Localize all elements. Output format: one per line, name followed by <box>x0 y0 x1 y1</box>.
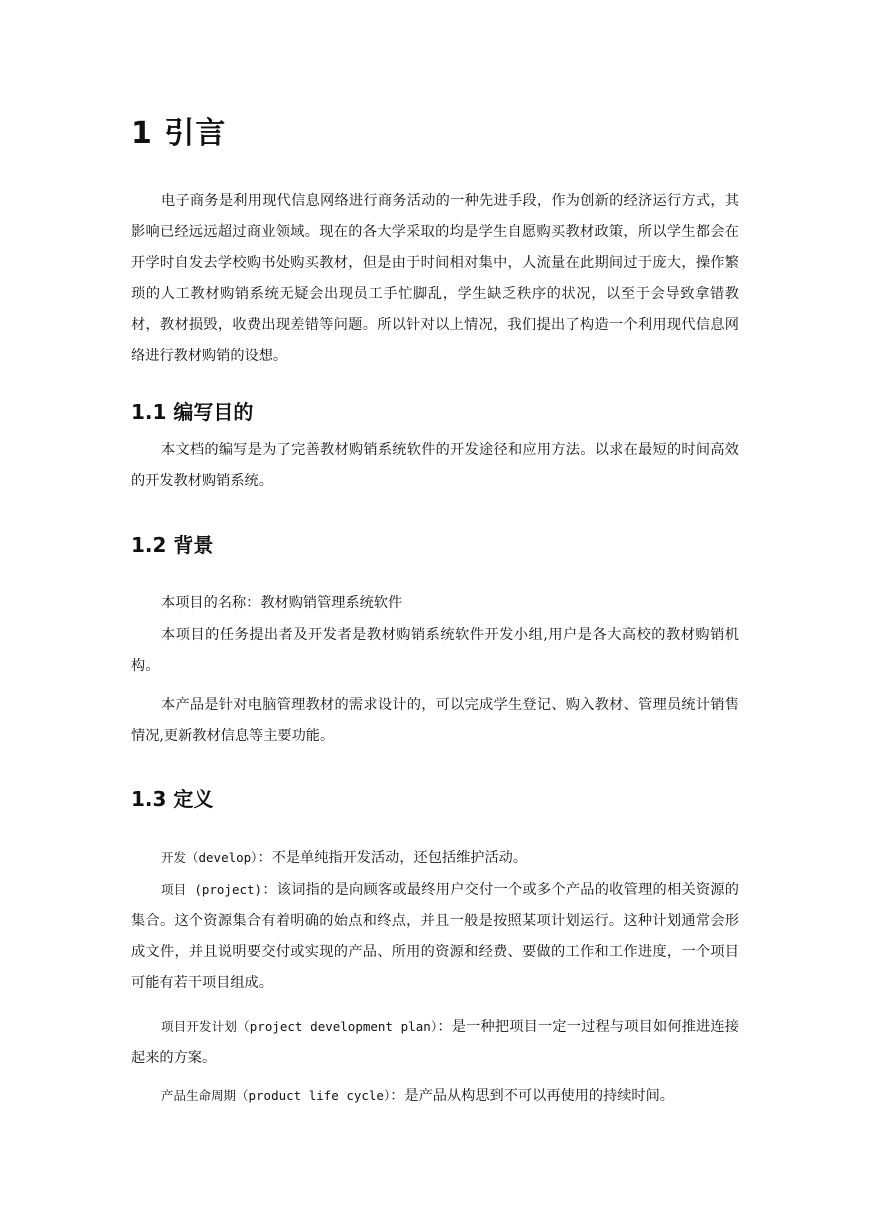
purpose-paragraph: 本文档的编写是为了完善教材购销系统软件的开发途径和应用方法。以求在最短的时间高效的开发教材购销系统。 <box>131 442 739 489</box>
definition-item-project <box>131 874 739 999</box>
section-heading-purpose: 1.1 编写目的 <box>131 400 254 424</box>
background-paragraph-name: 本项目的名称：教材购销管理系统软件 <box>161 595 403 611</box>
definition-item-develop <box>131 842 739 874</box>
background-paragraph-product: 本产品是针对电脑管理教材的需求设计的，可以完成学生登记、购入教材、管理员统计销售情况,更新教材信息等主要功能。 <box>131 697 739 744</box>
definition-text: ：该词指的是向顾客或最终用户交付一个或多个产品的收管理的相关资源的集合。这个资源集合有着明确的始点和终点，并且一般是按照某项计划运行。这种计划通常会形成文件，并且说明要交付或实现的产品、所用的资源和经费、要做的工作和工作进度，一个项目可能有若干项目组成。 <box>131 882 739 991</box>
definition-text: ：不是单纯指开发活动，还包括维护活动。 <box>257 850 528 866</box>
definition-text: ：是一种把项目一定一过程与项目如何推进连接起来的方案。 <box>131 1019 739 1066</box>
section-heading-definitions: 1.3 定义 <box>131 787 214 811</box>
definition-term: 项目 (project) <box>161 882 263 897</box>
section-heading-introduction: 1 引言 <box>131 116 227 151</box>
definition-term: 项目开发计划（project development plan） <box>161 1019 438 1034</box>
definition-text: ：是产品从构思到不可以再使用的持续时间。 <box>390 1088 674 1104</box>
definition-item-project-development-plan <box>131 1011 739 1074</box>
background-paragraph-developer: 本项目的任务提出者及开发者是教材购销系统软件开发小组,用户是各大高校的教材购销机构。 <box>131 627 739 674</box>
intro-paragraph: 电子商务是利用现代信息网络进行商务活动的一种先进手段，作为创新的经济运行方式，其影响已经远远超过商业领域。现在的各大学采取的均是学生自愿购买教材政策，所以学生都会在开学时自发去学校购书处购买教材，但是由于时间相对集中，人流量在此期间过于庞大，操作繁琐的人工教材购销系统无疑会出现员工手忙脚乱，学生缺乏秩序的状况，以至于会导致拿错教材，教材损毁，收费出现差错等问题。所以针对以上情况，我们提出了构造一个利用现代信息网络进行教材购销的设想。 <box>131 193 739 364</box>
definition-term: 产品生命周期（product life cycle） <box>161 1088 391 1103</box>
definition-term: 开发（develop） <box>161 850 258 865</box>
section-heading-background: 1.2 背景 <box>131 533 214 557</box>
definition-item-product-life-cycle <box>131 1080 739 1112</box>
